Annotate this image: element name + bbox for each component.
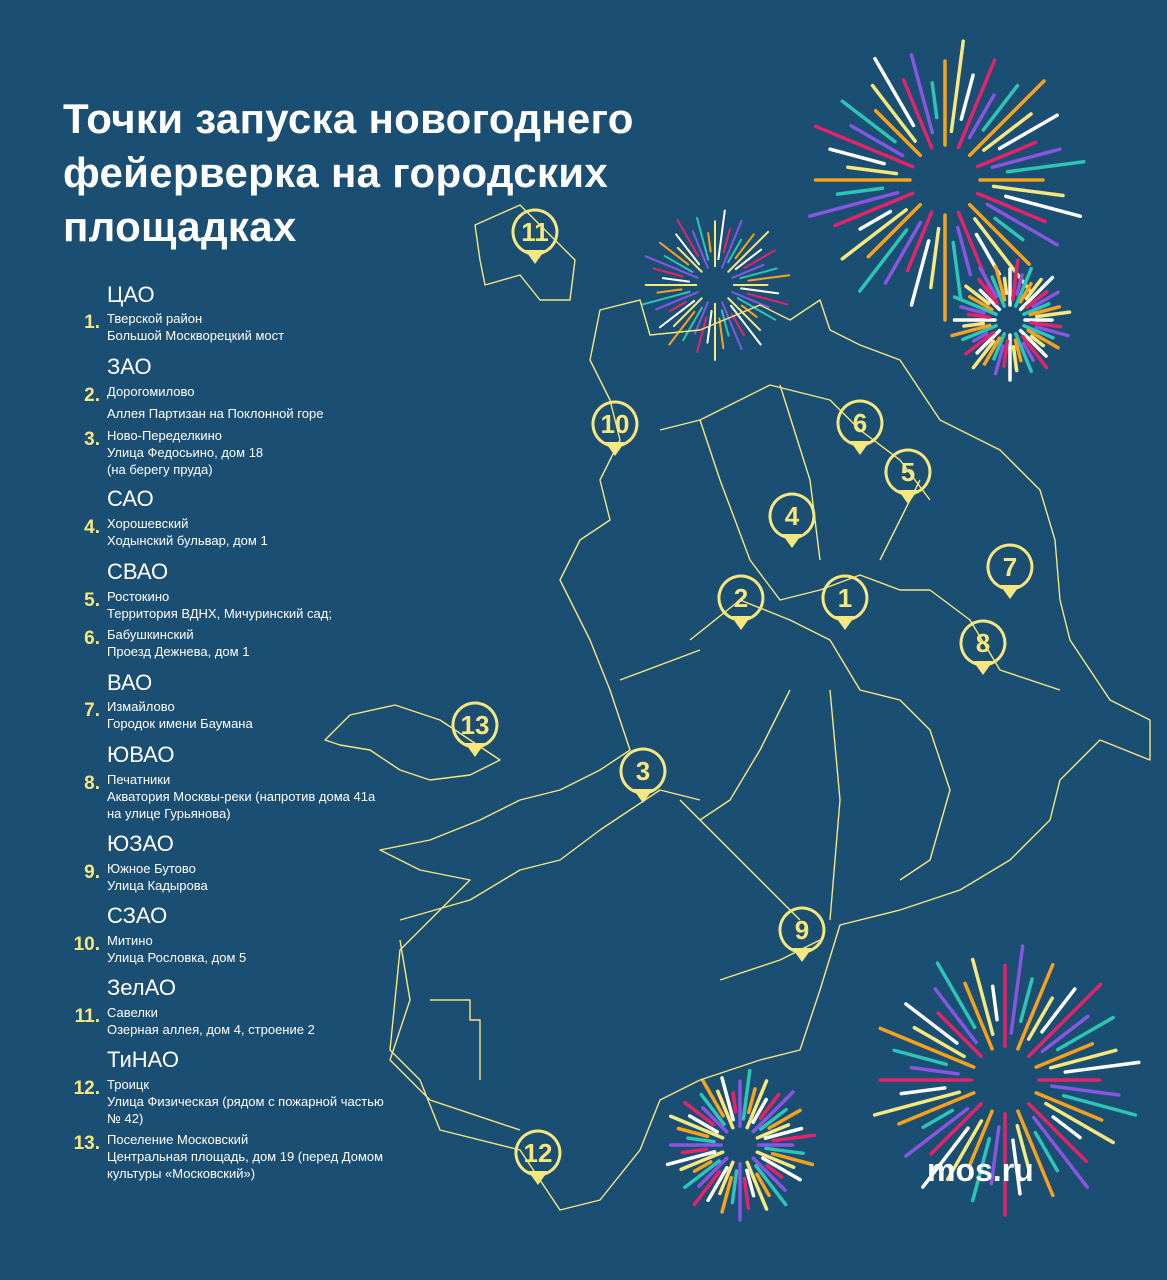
firework-ray xyxy=(1029,1104,1086,1161)
firework-ray xyxy=(970,205,1029,264)
firework-ray xyxy=(1064,1096,1136,1115)
firework-ray xyxy=(682,1149,706,1152)
pin-number: 5 xyxy=(900,457,916,487)
firework-ray xyxy=(1052,1086,1119,1095)
item-number: 2. xyxy=(84,385,100,406)
firework-ray xyxy=(964,324,983,327)
item-line: № 42) xyxy=(107,1111,144,1126)
pin-number: 9 xyxy=(794,915,810,945)
item-line: Центральная площадь, дом 19 (перед Домом xyxy=(107,1149,384,1164)
item-line: Ново-Переделкино xyxy=(107,428,223,443)
map-pin-4[interactable] xyxy=(768,492,816,552)
district-heading: ЗАО xyxy=(107,354,152,379)
district-heading: ЦАО xyxy=(107,282,155,307)
map-pin-10[interactable] xyxy=(591,400,639,460)
district-heading: ЗелАО xyxy=(107,975,176,1000)
item-line: на улице Гурьянова) xyxy=(107,806,231,821)
item-line: Озерная аллея, дом 4, строение 2 xyxy=(107,1022,315,1037)
item-line: Ростокино xyxy=(107,589,170,604)
map-pin-13[interactable] xyxy=(451,701,499,761)
pin-number: 4 xyxy=(784,501,800,531)
item-line: Большой Москворецкий мост xyxy=(107,328,285,343)
item-number: 5. xyxy=(84,590,100,611)
map-pin-11[interactable] xyxy=(511,208,559,268)
item-number: 3. xyxy=(84,429,100,450)
firework-ray xyxy=(837,188,882,194)
district-borders xyxy=(600,385,1060,980)
firework-ray xyxy=(748,294,788,305)
item-line: Хорошевский xyxy=(107,516,189,531)
item-line: Аллея Партизан на Поклонной горе xyxy=(107,406,324,421)
item-number: 8. xyxy=(84,773,100,794)
item-line: Проезд Дежнева, дом 1 xyxy=(107,644,250,659)
item-line: культуры «Московский») xyxy=(107,1166,256,1181)
firework xyxy=(668,1071,815,1220)
firework-ray xyxy=(657,289,681,292)
map-pin-8[interactable] xyxy=(959,619,1007,679)
firework-ray xyxy=(848,167,897,173)
map-pin-6[interactable] xyxy=(836,399,884,459)
firework-ray xyxy=(931,229,939,288)
firework-ray xyxy=(968,315,989,318)
item-line: Измайлово xyxy=(107,699,175,714)
item-line: Улица Федосьино, дом 18 xyxy=(107,445,264,460)
title-line: площадках xyxy=(63,203,297,250)
map-pin-7[interactable] xyxy=(986,543,1034,603)
item-line: (на берегу пруда) xyxy=(107,462,213,477)
item-number: 10. xyxy=(73,934,100,955)
item-line: Улица Физическая (рядом с пожарной частью xyxy=(107,1094,384,1109)
item-line: Улица Кадырова xyxy=(107,878,208,893)
district-heading: ТиНАО xyxy=(107,1047,179,1072)
item-number: 7. xyxy=(84,700,100,721)
district-heading: СВАО xyxy=(107,559,169,584)
item-line: Ходынский бульвар, дом 1 xyxy=(107,533,268,548)
firework-ray xyxy=(1014,347,1017,371)
title-line: Точки запуска новогоднего xyxy=(63,95,634,142)
pin-number: 1 xyxy=(837,583,853,613)
firework-ray xyxy=(911,1068,958,1074)
firework xyxy=(643,211,790,360)
firework-ray xyxy=(744,1178,748,1208)
pin-number: 7 xyxy=(1002,552,1018,582)
firework-ray xyxy=(719,318,723,348)
item-line: Тверской район xyxy=(107,311,203,326)
district-heading: ВАО xyxy=(107,670,153,695)
firework-ray xyxy=(1065,1062,1139,1072)
firework-ray xyxy=(932,83,937,118)
firework-ray xyxy=(748,275,789,280)
item-line: Городок имени Баумана xyxy=(107,716,253,731)
pin-number: 10 xyxy=(600,409,630,439)
pin-number: 6 xyxy=(852,408,868,438)
firework-ray xyxy=(663,278,689,281)
item-number: 1. xyxy=(84,312,100,333)
item-line: Бабушкинский xyxy=(107,627,194,642)
firework-ray xyxy=(1004,341,1007,366)
item-line: Митино xyxy=(107,933,153,948)
item-number: 12. xyxy=(73,1078,100,1099)
item-line: Территория ВДНХ, Мичуринский сад; xyxy=(107,606,332,621)
item-line: Улица Рословка, дом 5 xyxy=(107,950,247,965)
pin-number: 8 xyxy=(975,628,991,658)
map-pin-3[interactable] xyxy=(619,747,667,807)
district-heading: ЮЗАО xyxy=(107,831,174,856)
firework-ray xyxy=(688,1138,714,1141)
map-pin-5[interactable] xyxy=(884,448,932,508)
item-line: Поселение Московский xyxy=(107,1132,249,1147)
district-heading: СЗАО xyxy=(107,903,168,928)
map-pin-9[interactable] xyxy=(778,906,826,966)
mos-ru-logo: mos.ru xyxy=(927,1152,1034,1188)
item-line: Савелки xyxy=(107,1005,158,1020)
item-line: Троицк xyxy=(107,1077,150,1092)
firework-ray xyxy=(901,1088,944,1094)
firework-ray xyxy=(741,288,778,293)
firework-ray xyxy=(953,242,960,298)
title-line: фейерверка на городских xyxy=(63,149,609,196)
firework-ray xyxy=(708,233,710,252)
item-line: Акватория Москвы-реки (напротив дома 41а xyxy=(107,789,376,804)
firework-ray xyxy=(994,186,1063,195)
item-number: 13. xyxy=(73,1133,100,1154)
pin-number: 11 xyxy=(521,217,549,247)
item-number: 6. xyxy=(84,628,100,649)
firework-ray xyxy=(993,986,997,1019)
pin-number: 3 xyxy=(635,756,651,786)
firework xyxy=(810,41,1084,320)
map-pin-1[interactable] xyxy=(821,574,869,634)
map-pin-2[interactable] xyxy=(717,574,765,634)
item-line: Дорогомилово xyxy=(107,384,195,399)
firework-ray xyxy=(728,298,760,330)
firework-ray xyxy=(1007,162,1083,172)
firework-ray xyxy=(732,1171,736,1203)
map-pin-12[interactable] xyxy=(514,1129,562,1189)
pin-number: 13 xyxy=(460,710,490,740)
district-heading: ЮВАО xyxy=(107,742,175,767)
firework-ray xyxy=(1005,278,1007,293)
item-number: 9. xyxy=(84,862,100,883)
pin-number: 2 xyxy=(733,583,749,613)
item-line: Южное Бутово xyxy=(107,861,196,876)
item-number: 11. xyxy=(74,1006,100,1027)
firework-ray xyxy=(1006,196,1080,216)
firework-ray xyxy=(733,1093,735,1112)
firework xyxy=(952,261,1069,380)
district-heading: САО xyxy=(107,486,154,511)
item-line: Печатники xyxy=(107,772,171,787)
pin-number: 12 xyxy=(523,1138,553,1168)
item-number: 4. xyxy=(84,517,100,538)
